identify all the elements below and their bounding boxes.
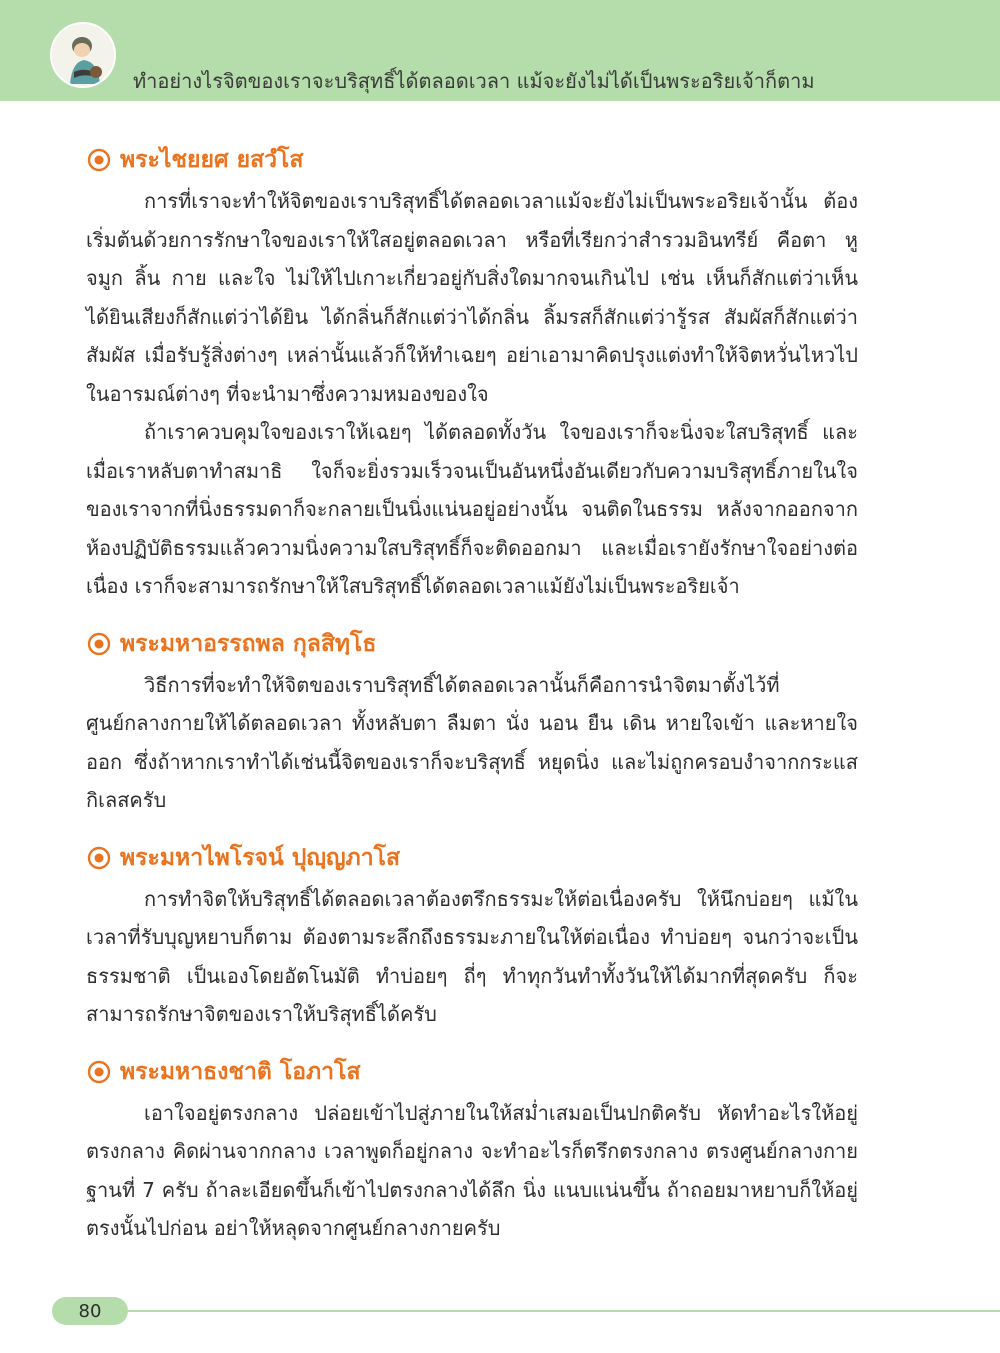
- running-header-title: ทำอย่างไรจิตของเราจะบริสุทธิ์ได้ตลอดเวลา แม้จะยังไม่ได้เป็นพระอริยเจ้าก็ตาม: [133, 69, 815, 93]
- answer-section: [86, 1050, 858, 1248]
- answer-section: [86, 836, 858, 1034]
- answer-section: [86, 622, 858, 820]
- speaker-name: พระมหาธงชาติ โอภาโส: [120, 1058, 361, 1085]
- section-heading: [86, 1050, 858, 1094]
- target-bullet-icon: [86, 845, 112, 871]
- speaker-name: พระมหาไพโรจน์ ปุญฺญภาโส: [120, 844, 401, 871]
- section-heading: [86, 138, 858, 182]
- page-number-badge: [52, 1297, 128, 1325]
- paragraph: ถ้าเราควบคุมใจของเราให้เฉยๆ ได้ตลอดทั้งวัน ใจของเราก็จะนิ่งจะใสบริสุทธิ์ และเมื่อเราหลับตาทำสมาธิ ใจก็จะยิ่งรวมเร็วจนเป็นอันหนึ่งอันเดียวกับความบริสุทธิ์ภายในใจของเราจากที่นิ่งธรรมดาก็จะกลายเป็นนิ่งแน่นอยู่อย่างนั้น จนติดในธรรม หลังจากออกจากห้องปฏิบัติธรรมแล้วความนิ่งความใสบริสุทธิ์ก็จะติดออกมา และเมื่อเรายังรักษาใจอย่างต่อเนื่อง เราก็จะสามารถรักษาให้ใสบริสุทธิ์ได้ตลอดเวลาแม้ยังไม่เป็นพระอริยเจ้า: [86, 420, 858, 598]
- paragraph: การทำจิตให้บริสุทธิ์ได้ตลอดเวลาต้องตรึกธรรมะให้ต่อเนื่องครับ ให้นึกบ่อยๆ แม้ในเวลาที่รับบุญหยาบก็ตาม ต้องตามระลึกถึงธรรมะภายในให้ต่อเนื่อง ทำบ่อยๆ จนกว่าจะเป็นธรรมชาติ เป็นเองโดยอัตโนมัติ ทำบ่อยๆ ถี่ๆ ทำทุกวันทำทั้งวันให้ได้มากที่สุดครับ ก็จะสามารถรักษาจิตของเราให้บริสุทธิ์ได้ครับ: [86, 886, 858, 1026]
- page-number: 80: [78, 1300, 102, 1322]
- paragraph: เอาใจอยู่ตรงกลาง ปล่อยเข้าไปสู่ภายในให้สม่ำเสมอเป็นปกติครับ หัดทำอะไรให้อยู่ตรงกลาง คิดผ่านจากกลาง เวลาพูดก็อยู่กลาง จะทำอะไรก็ตรึกตรงกลาง ตรงศูนย์กลางกายฐานที่ 7 ครับ ถ้าละเอียดขึ้นก็เข้าไปตรงกลางได้ลึก นิ่ง แนบแน่นขึ้น ถ้าถอยมาหยาบก็ให้อยู่ตรงนั้นไปก่อน อย่าให้หลุดจากศูนย์กลางกายครับ: [86, 1100, 858, 1240]
- speaker-name: พระไชยยศ ยสวํโส: [120, 147, 304, 173]
- header-band: [0, 0, 1000, 101]
- speaker-name: พระมหาอรรถพล กุลสิทฺโธ: [120, 630, 377, 657]
- article-body: [86, 138, 858, 1264]
- paragraph: วิธีการที่จะทำให้จิตของเราบริสุทธิ์ได้ตลอดเวลานั้นก็คือการนำจิตมาตั้งไว้ที่ศูนย์กลางกายให้ได้ตลอดเวลา ทั้งหลับตา ลืมตา นั่ง นอน ยืน เดิน หายใจเข้า และหายใจออก ซึ่งถ้าหากเราทำได้เช่นนี้จิตของเราก็จะบริสุทธิ์ หยุดนิ่ง และไม่ถูกครอบงำจากกระแสกิเลสครับ: [86, 672, 858, 812]
- paragraph: การที่เราจะทำให้จิตของเราบริสุทธิ์ได้ตลอดเวลาแม้จะยังไม่เป็นพระอริยเจ้านั้น ต้องเริ่มต้นด้วยการรักษาใจของเราให้ใสอยู่ตลอดเวลา หรือที่เรียกว่าสำรวมอินทรีย์ คือตา หู จมูก ลิ้น กาย และใจ ไม่ให้ไปเกาะเกี่ยวอยู่กับสิ่งใดมากจนเกินไป เช่น เห็นก็สักแต่ว่าเห็น ได้ยินเสียงก็สักแต่ว่าได้ยิน ได้กลิ่นก็สักแต่ว่าได้กลิ่น ลิ้มรสก็สักแต่ว่ารู้รส สัมผัสก็สักแต่ว่าสัมผัส เมื่อรับรู้สิ่งต่างๆ เหล่านั้นแล้วก็ให้ทำเฉยๆ อย่าเอามาคิดปรุงแต่งทำให้จิตหวั่นไหวไปในอารมณ์ต่างๆ ที่จะนำมาซึ่งความหมองของใจ: [86, 189, 858, 406]
- section-heading: [86, 622, 858, 666]
- monk-figure-icon: [52, 24, 116, 88]
- target-bullet-icon: [86, 1059, 112, 1085]
- avatar: [50, 22, 116, 88]
- target-bullet-icon: [86, 147, 112, 173]
- section-heading: [86, 836, 858, 880]
- footer-divider: [126, 1310, 1000, 1312]
- answer-section: [86, 138, 858, 606]
- target-bullet-icon: [86, 631, 112, 657]
